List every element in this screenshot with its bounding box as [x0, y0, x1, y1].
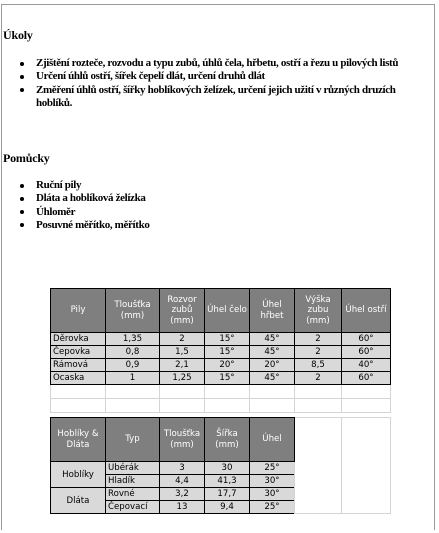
- table-cell: 1,5: [160, 346, 205, 359]
- table-cell: 13: [160, 501, 205, 514]
- table-row: [51, 372, 391, 385]
- table-cell: 30°: [250, 488, 295, 501]
- table-cell: Hladík: [106, 475, 160, 488]
- table-cell: 15°: [205, 346, 250, 359]
- table-cell: 60°: [342, 346, 391, 359]
- planes-chisels-table: [50, 417, 391, 514]
- table-cell: 0,9: [106, 359, 160, 372]
- table-cell: 15°: [205, 333, 250, 346]
- table-cell: 20°: [250, 359, 295, 372]
- table-cell: 17,7: [205, 488, 250, 501]
- table-cell: Ubérák: [106, 462, 160, 475]
- table-cell: 1,25: [160, 372, 205, 385]
- table-cell: 3,2: [160, 488, 205, 501]
- saws-table: [50, 288, 391, 413]
- column-header: Úhel: [250, 418, 295, 462]
- table-cell: 20°: [205, 359, 250, 372]
- table-cell: 1: [106, 372, 160, 385]
- column-header: Úhel čelo: [205, 289, 250, 333]
- group-label: Hoblíky: [51, 462, 106, 488]
- pomucky-list: [20, 179, 320, 232]
- table-cell: 0,8: [106, 346, 160, 359]
- table-cell: 2,1: [160, 359, 205, 372]
- list-item: Ruční pily: [20, 179, 320, 192]
- table-cell: 45°: [250, 372, 295, 385]
- table-cell: 30°: [250, 475, 295, 488]
- table-cell: 2: [295, 346, 342, 359]
- table-cell: 2: [160, 333, 205, 346]
- column-header: Úhel hřbet: [250, 289, 295, 333]
- table-header-row: [51, 418, 391, 462]
- column-header: Výška zubu (mm): [295, 289, 342, 333]
- list-item: Zjištění rozteče, rozvodu a typu zubů, úhlů čela, hřbetu, ostří a řezu u pilových listů: [20, 57, 420, 70]
- column-header: Rozvor zubů (mm): [160, 289, 205, 333]
- table-cell: Děrovka: [51, 333, 106, 346]
- list-item: Posuvné měřítko, měřítko: [20, 219, 320, 232]
- table-cell: 41,3: [205, 475, 250, 488]
- column-header: Pily: [51, 289, 106, 333]
- table-cell: Čepovací: [106, 501, 160, 514]
- table-cell: Ocaska: [51, 372, 106, 385]
- empty-row: [51, 385, 391, 399]
- group-label: Dláta: [51, 488, 106, 514]
- table-cell: Čepovka: [51, 346, 106, 359]
- table-cell: 15°: [205, 372, 250, 385]
- column-header: Šířka (mm): [205, 418, 250, 462]
- table-cell: 1,35: [106, 333, 160, 346]
- table-cell: 8,5: [295, 359, 342, 372]
- ukoly-heading: Úkoly: [3, 28, 33, 42]
- list-item: Dláta a hoblíková želízka: [20, 192, 320, 205]
- ukoly-list: [20, 57, 420, 110]
- table-cell: 30: [205, 462, 250, 475]
- table-cell: 60°: [342, 333, 391, 346]
- list-item: Určení úhlů ostří, šířek čepelí dlát, určení druhů dlát: [20, 70, 420, 83]
- column-header: Tloušťka (mm): [160, 418, 205, 462]
- table-header-row: [51, 289, 391, 333]
- table-cell: 9,4: [205, 501, 250, 514]
- table-cell: 45°: [250, 333, 295, 346]
- table-cell: Rámová: [51, 359, 106, 372]
- column-header: Hoblíky & Dláta: [51, 418, 106, 462]
- column-header: Tloušťka (mm): [106, 289, 160, 333]
- empty-row: [51, 399, 391, 413]
- table-row: [51, 333, 391, 346]
- table-cell: 40°: [342, 359, 391, 372]
- table-cell: 45°: [250, 346, 295, 359]
- pomucky-heading: Pomůcky: [3, 151, 50, 165]
- table-cell: 25°: [250, 501, 295, 514]
- table-cell: 25°: [250, 462, 295, 475]
- table-cell: 60°: [342, 372, 391, 385]
- column-header: Úhel ostří: [342, 289, 391, 333]
- list-item: Změření úhlů ostří, šířky hoblíkových želízek, určení jejich užití v různých druzích hoblíků.: [20, 84, 420, 111]
- list-item: Úhloměr: [20, 206, 320, 219]
- table-cell: 2: [295, 333, 342, 346]
- table-cell: 4,4: [160, 475, 205, 488]
- table-cell: Rovné: [106, 488, 160, 501]
- table-row: [51, 346, 391, 359]
- table-cell: 2: [295, 372, 342, 385]
- column-header: Typ: [106, 418, 160, 462]
- table-row: [51, 359, 391, 372]
- table-cell: 3: [160, 462, 205, 475]
